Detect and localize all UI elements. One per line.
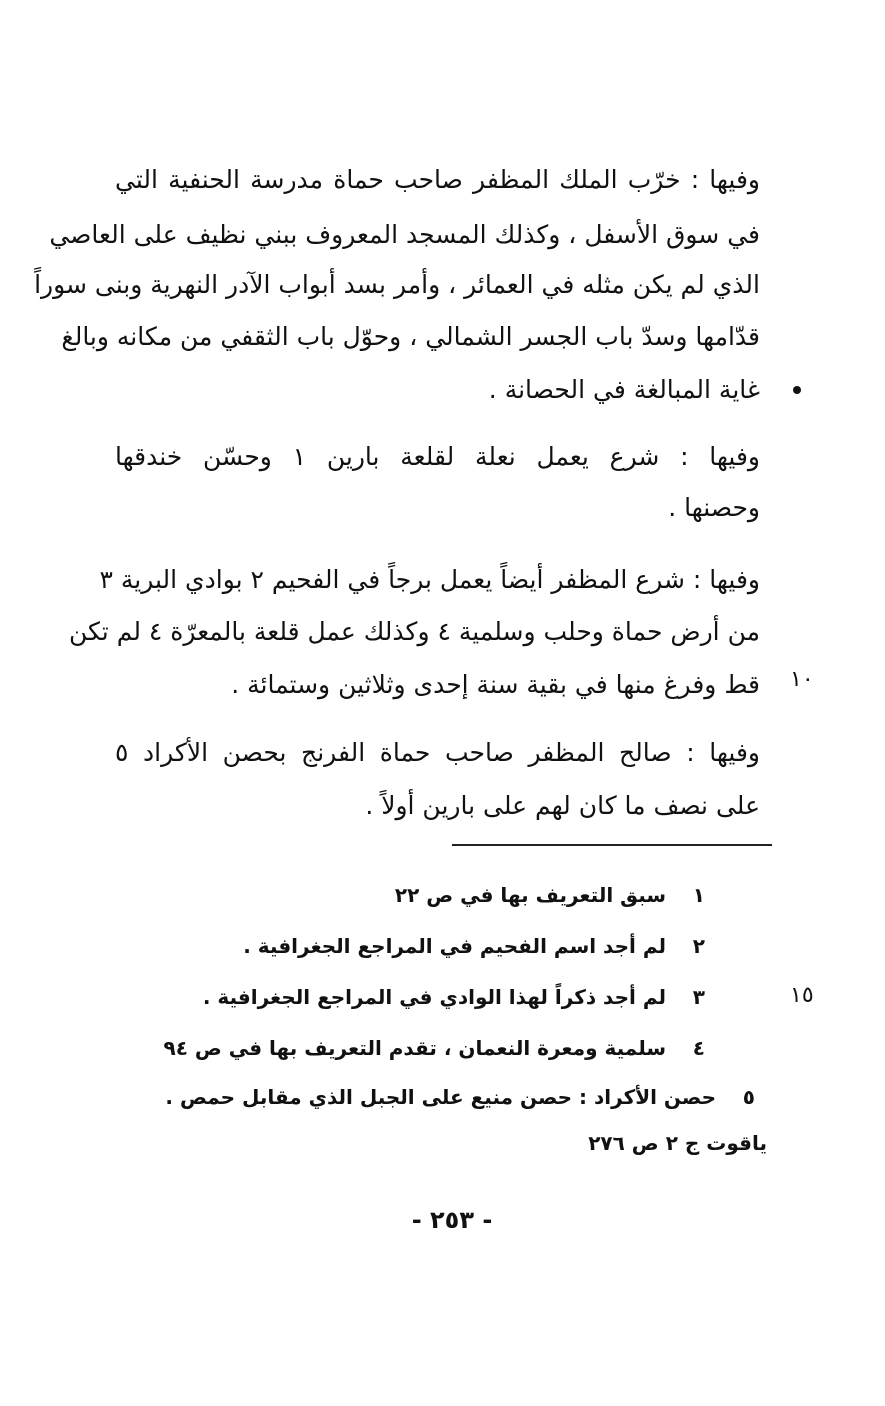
text-line: من أرض حماة وحلب وسلمية ٤ وكذلك عمل قلعة بالمعرّة ٤ لم تكن bbox=[68, 617, 760, 646]
text-line: وفيها : خرّب الملك المظفر صاحب حماة مدرسة الحنفية التي bbox=[115, 165, 760, 194]
footnote bbox=[105, 1080, 755, 1114]
margin-marker bbox=[793, 386, 801, 394]
footnote bbox=[105, 1031, 705, 1065]
line-number-15: ١٥ bbox=[790, 983, 814, 1008]
footnote-number: ٢ bbox=[692, 934, 705, 958]
footnote-continuation: ياقوت ج ٢ ص ٢٧٦ bbox=[588, 1131, 767, 1155]
footnote-number: ٤ bbox=[692, 1036, 705, 1060]
text-line: غاية المبالغة في الحصانة . bbox=[488, 375, 760, 404]
line-number-10: ١٠ bbox=[790, 667, 814, 692]
text-line: قط وفرغ منها في بقية سنة إحدى وثلاثين وستمائة . bbox=[231, 670, 760, 699]
footnote bbox=[105, 929, 705, 963]
footnote-number: ٣ bbox=[692, 985, 705, 1009]
footnote-text: لم أجد ذكراً لهذا الوادي في المراجع الجغرافية . bbox=[202, 985, 667, 1009]
footnote-text: لم أجد اسم الفحيم في المراجع الجغرافية . bbox=[243, 934, 667, 958]
footnote bbox=[105, 980, 705, 1014]
text-line: وفيها : صالح المظفر صاحب حماة الفرنج بحصن الأكراد ٥ bbox=[115, 738, 760, 767]
footnote-number: ٥ bbox=[742, 1085, 755, 1109]
footnote-text: سلمية ومعرة النعمان ، تقدم التعريف بها في ص ٩٤ bbox=[163, 1036, 667, 1060]
footnote-text: سبق التعريف بها في ص ٢٢ bbox=[394, 883, 667, 907]
text-line: الذي لم يكن مثله في العمائر ، وأمر بسد أبواب الآدر النهرية وبنى سوراً bbox=[34, 270, 760, 299]
footnote bbox=[105, 878, 705, 912]
footnote-divider bbox=[452, 844, 772, 846]
text-line: قدّامها وسدّ باب الجسر الشمالي ، وحوّل باب الثقفي من مكانه وبالغ bbox=[61, 322, 760, 351]
text-line: وفيها : شرع يعمل نعلة لقلعة بارين ١ وحسّن خندقها bbox=[115, 442, 760, 471]
page-number: - ٢٥٣ - bbox=[411, 1206, 493, 1234]
text-line: على نصف ما كان لهم على بارين أولاً . bbox=[365, 791, 760, 820]
footnote-number: ١ bbox=[692, 883, 705, 907]
text-line: وفيها : شرع المظفر أيضاً يعمل برجاً في الفحيم ٢ بوادي البرية ٣ bbox=[99, 565, 760, 594]
footnote-text: حصن الأكراد : حصن منيع على الجبل الذي مقابل حمص . bbox=[165, 1085, 717, 1109]
text-line: في سوق الأسفل ، وكذلك المسجد المعروف ببني نظيف على العاصي bbox=[49, 220, 760, 249]
text-line: وحصنها . bbox=[668, 493, 760, 522]
